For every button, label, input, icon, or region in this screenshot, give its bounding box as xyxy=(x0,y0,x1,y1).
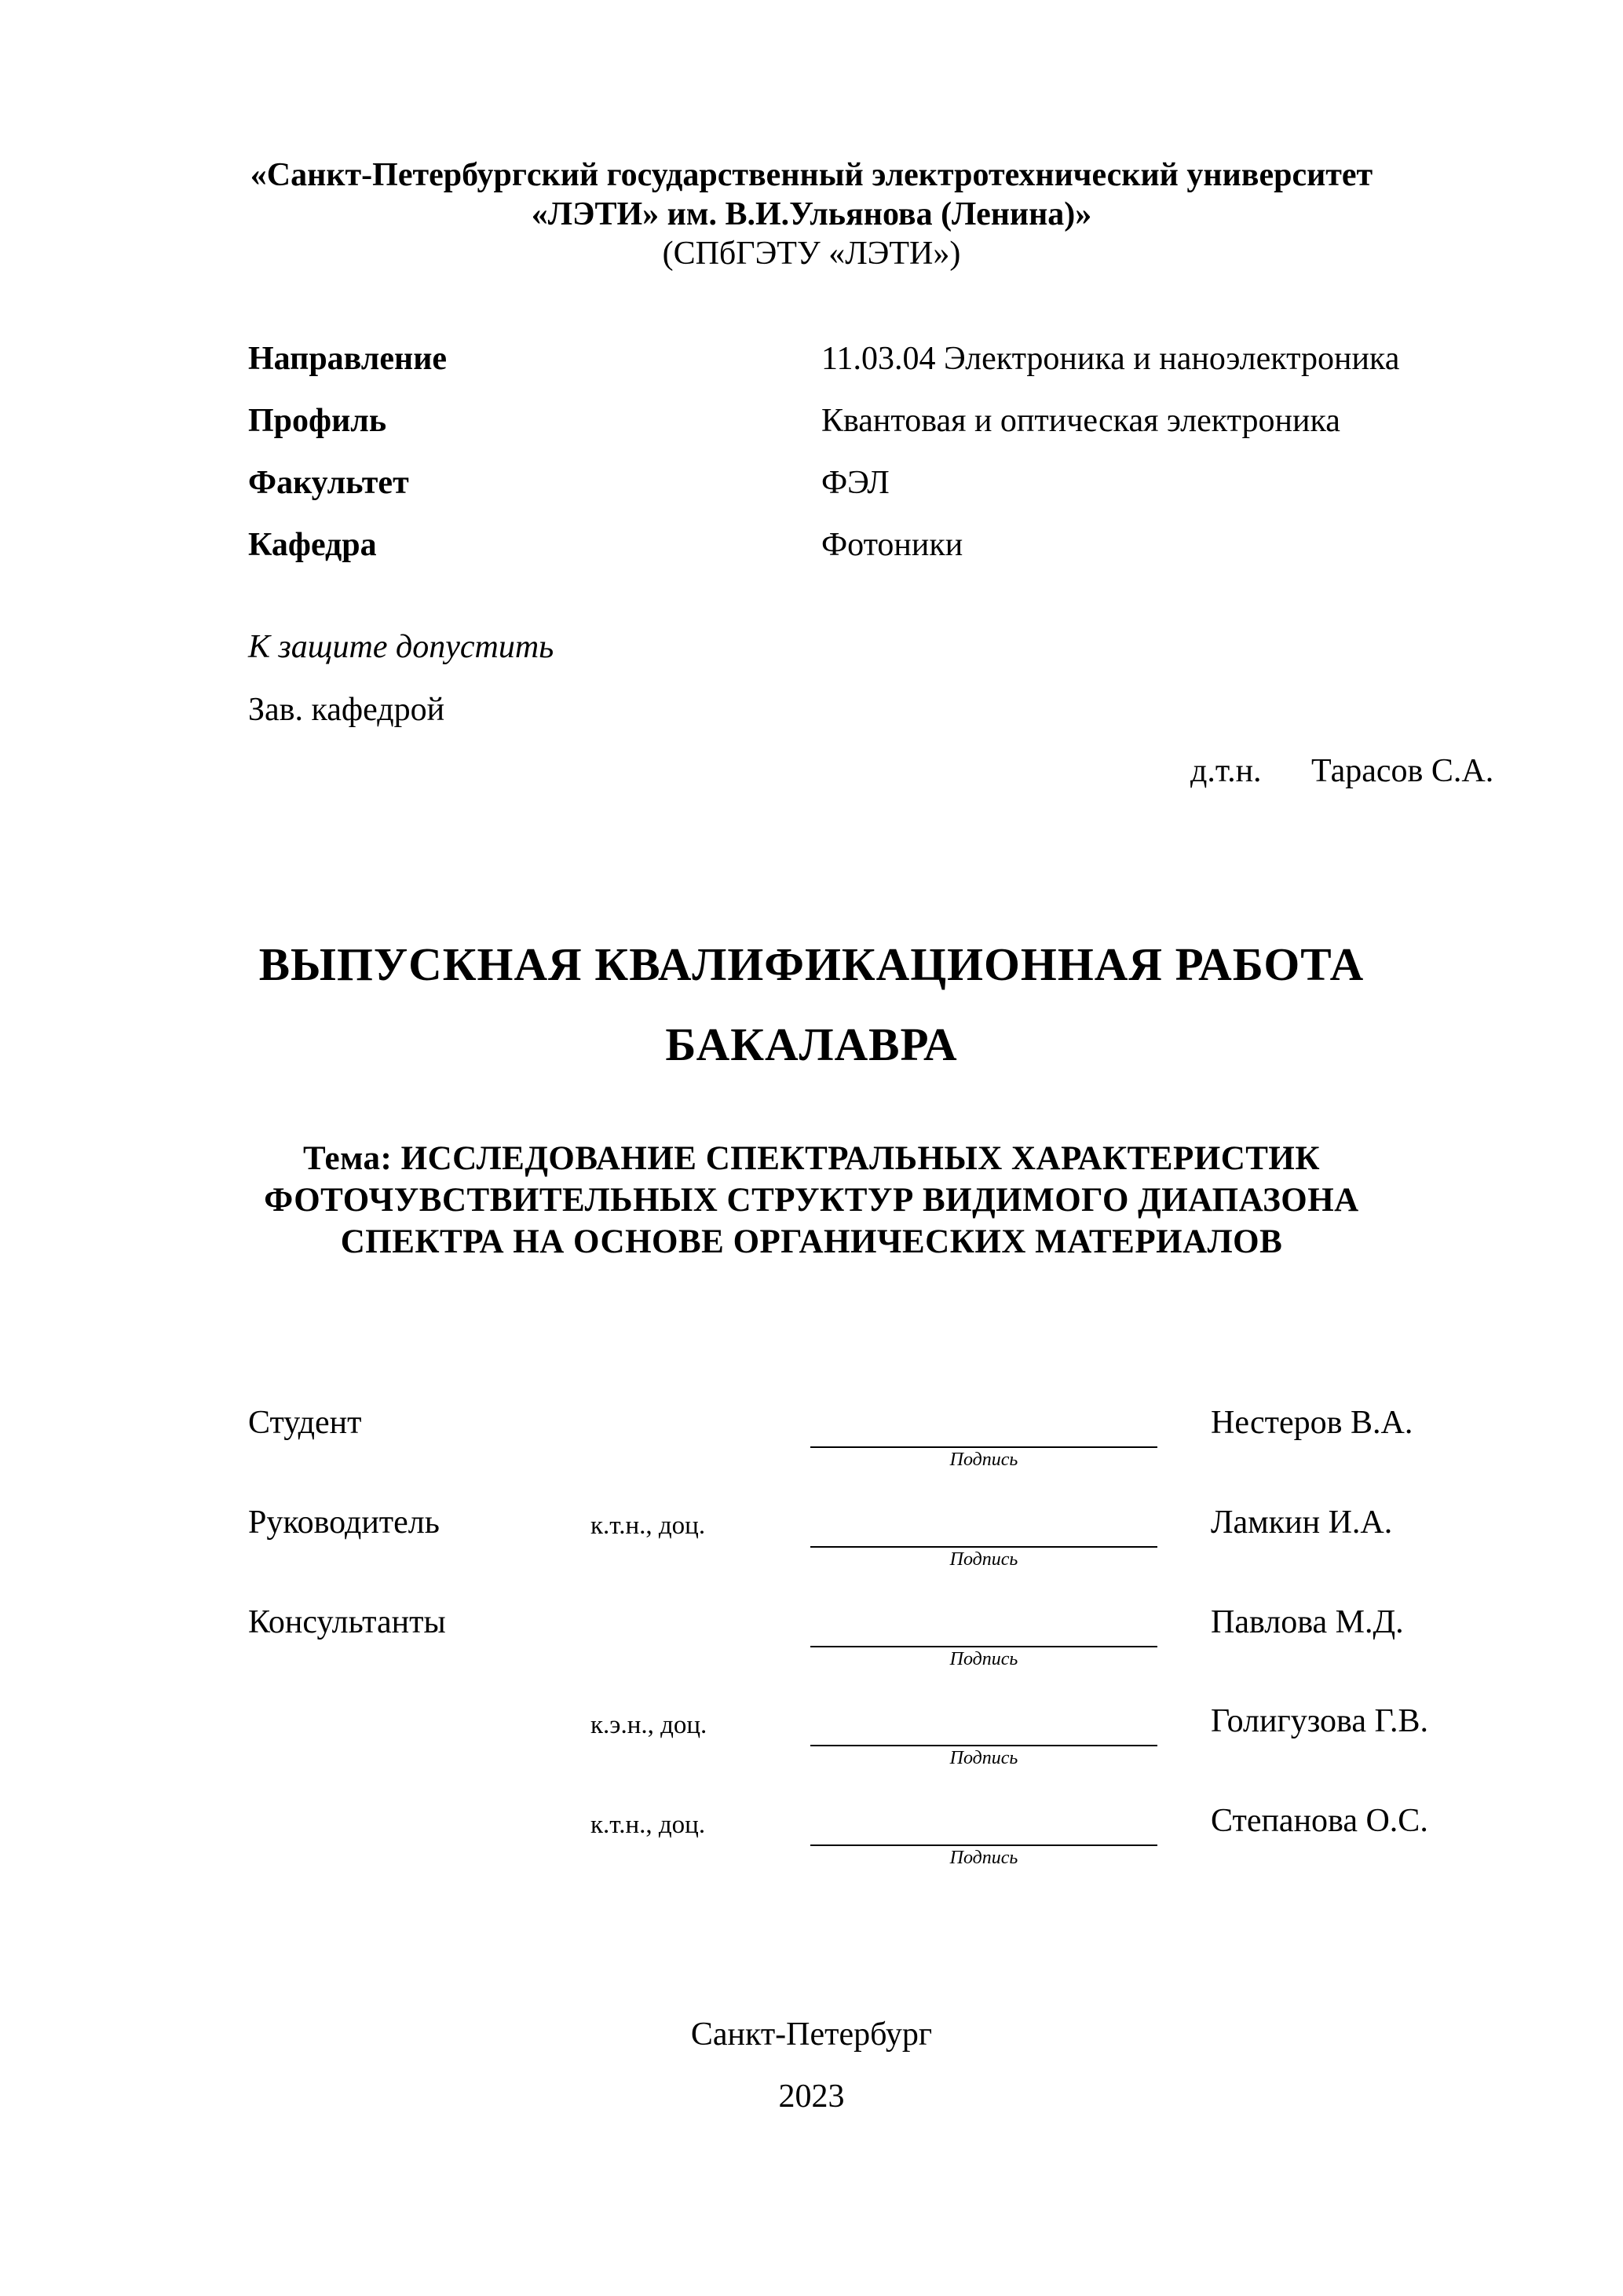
head-degree: д.т.н. xyxy=(1190,753,1262,789)
department-value: Фотоники xyxy=(821,527,963,563)
signature-caption: Подпись xyxy=(949,1549,1018,1570)
consultant3-degree: к.т.н., доц. xyxy=(590,1811,706,1839)
supervisor-role: Руководитель xyxy=(248,1504,440,1541)
student-name: Нестеров В.А. xyxy=(1211,1405,1413,1441)
thesis-title-line1: ВЫПУСКНАЯ КВАЛИФИКАЦИОННАЯ РАБОТА xyxy=(258,938,1365,990)
university-name-line1: «Санкт-Петербургский государственный электротехнический университет xyxy=(250,157,1373,193)
faculty-value: ФЭЛ xyxy=(821,465,890,501)
consultant2-degree: к.э.н., доц. xyxy=(590,1711,707,1739)
direction-value: 11.03.04 Электроника и наноэлектроника xyxy=(821,341,1400,377)
consultant3-name: Степанова О.С. xyxy=(1211,1803,1428,1839)
supervisor-signature-line xyxy=(810,1546,1157,1548)
signature-caption: Подпись xyxy=(949,1748,1018,1768)
consultants-role: Консультанты xyxy=(248,1604,446,1640)
head-name: Тарасов С.А. xyxy=(1311,753,1494,789)
consultant1-name: Павлова М.Д. xyxy=(1211,1604,1404,1640)
head-of-department-label: Зав. кафедрой xyxy=(248,692,445,728)
topic-text-line1: ИССЛЕДОВАНИЕ СПЕКТРАЛЬНЫХ ХАРАКТЕРИСТИК xyxy=(400,1140,1321,1177)
student-signature-line xyxy=(810,1446,1157,1448)
student-role: Студент xyxy=(248,1405,362,1441)
consultant2-signature-line xyxy=(810,1745,1157,1746)
consultant2-name: Голигузова Г.В. xyxy=(1211,1703,1429,1739)
thesis-title-line2: БАКАЛАВРА xyxy=(665,1018,958,1070)
topic-line3: СПЕКТРА НА ОСНОВЕ ОРГАНИЧЕСКИХ МАТЕРИАЛОВ xyxy=(340,1223,1283,1260)
signature-caption: Подпись xyxy=(949,1649,1018,1669)
university-name-line2: «ЛЭТИ» им. В.И.Ульянова (Ленина)» xyxy=(531,196,1092,232)
university-abbreviation: (СПбГЭТУ «ЛЭТИ») xyxy=(662,236,961,272)
signature-caption: Подпись xyxy=(949,1450,1018,1470)
consultant1-signature-line xyxy=(810,1646,1157,1647)
department-label: Кафедра xyxy=(248,527,377,563)
year: 2023 xyxy=(778,2078,845,2115)
city: Санкт-Петербург xyxy=(690,2016,933,2053)
supervisor-name: Ламкин И.А. xyxy=(1211,1504,1393,1541)
topic-prefix: Тема: xyxy=(302,1140,393,1177)
topic-line2: ФОТОЧУВСТВИТЕЛЬНЫХ СТРУКТУР ВИДИМОГО ДИАПАЗОНА xyxy=(264,1182,1359,1219)
profile-value: Квантовая и оптическая электроника xyxy=(821,403,1340,439)
direction-label: Направление xyxy=(248,341,448,377)
topic-line1 xyxy=(0,1139,1623,1179)
consultant3-signature-line xyxy=(810,1844,1157,1846)
admit-to-defense: К защите допустить xyxy=(248,629,554,665)
signature-caption: Подпись xyxy=(949,1848,1018,1868)
profile-label: Профиль xyxy=(248,403,387,439)
supervisor-degree: к.т.н., доц. xyxy=(590,1512,706,1540)
faculty-label: Факультет xyxy=(248,465,409,501)
